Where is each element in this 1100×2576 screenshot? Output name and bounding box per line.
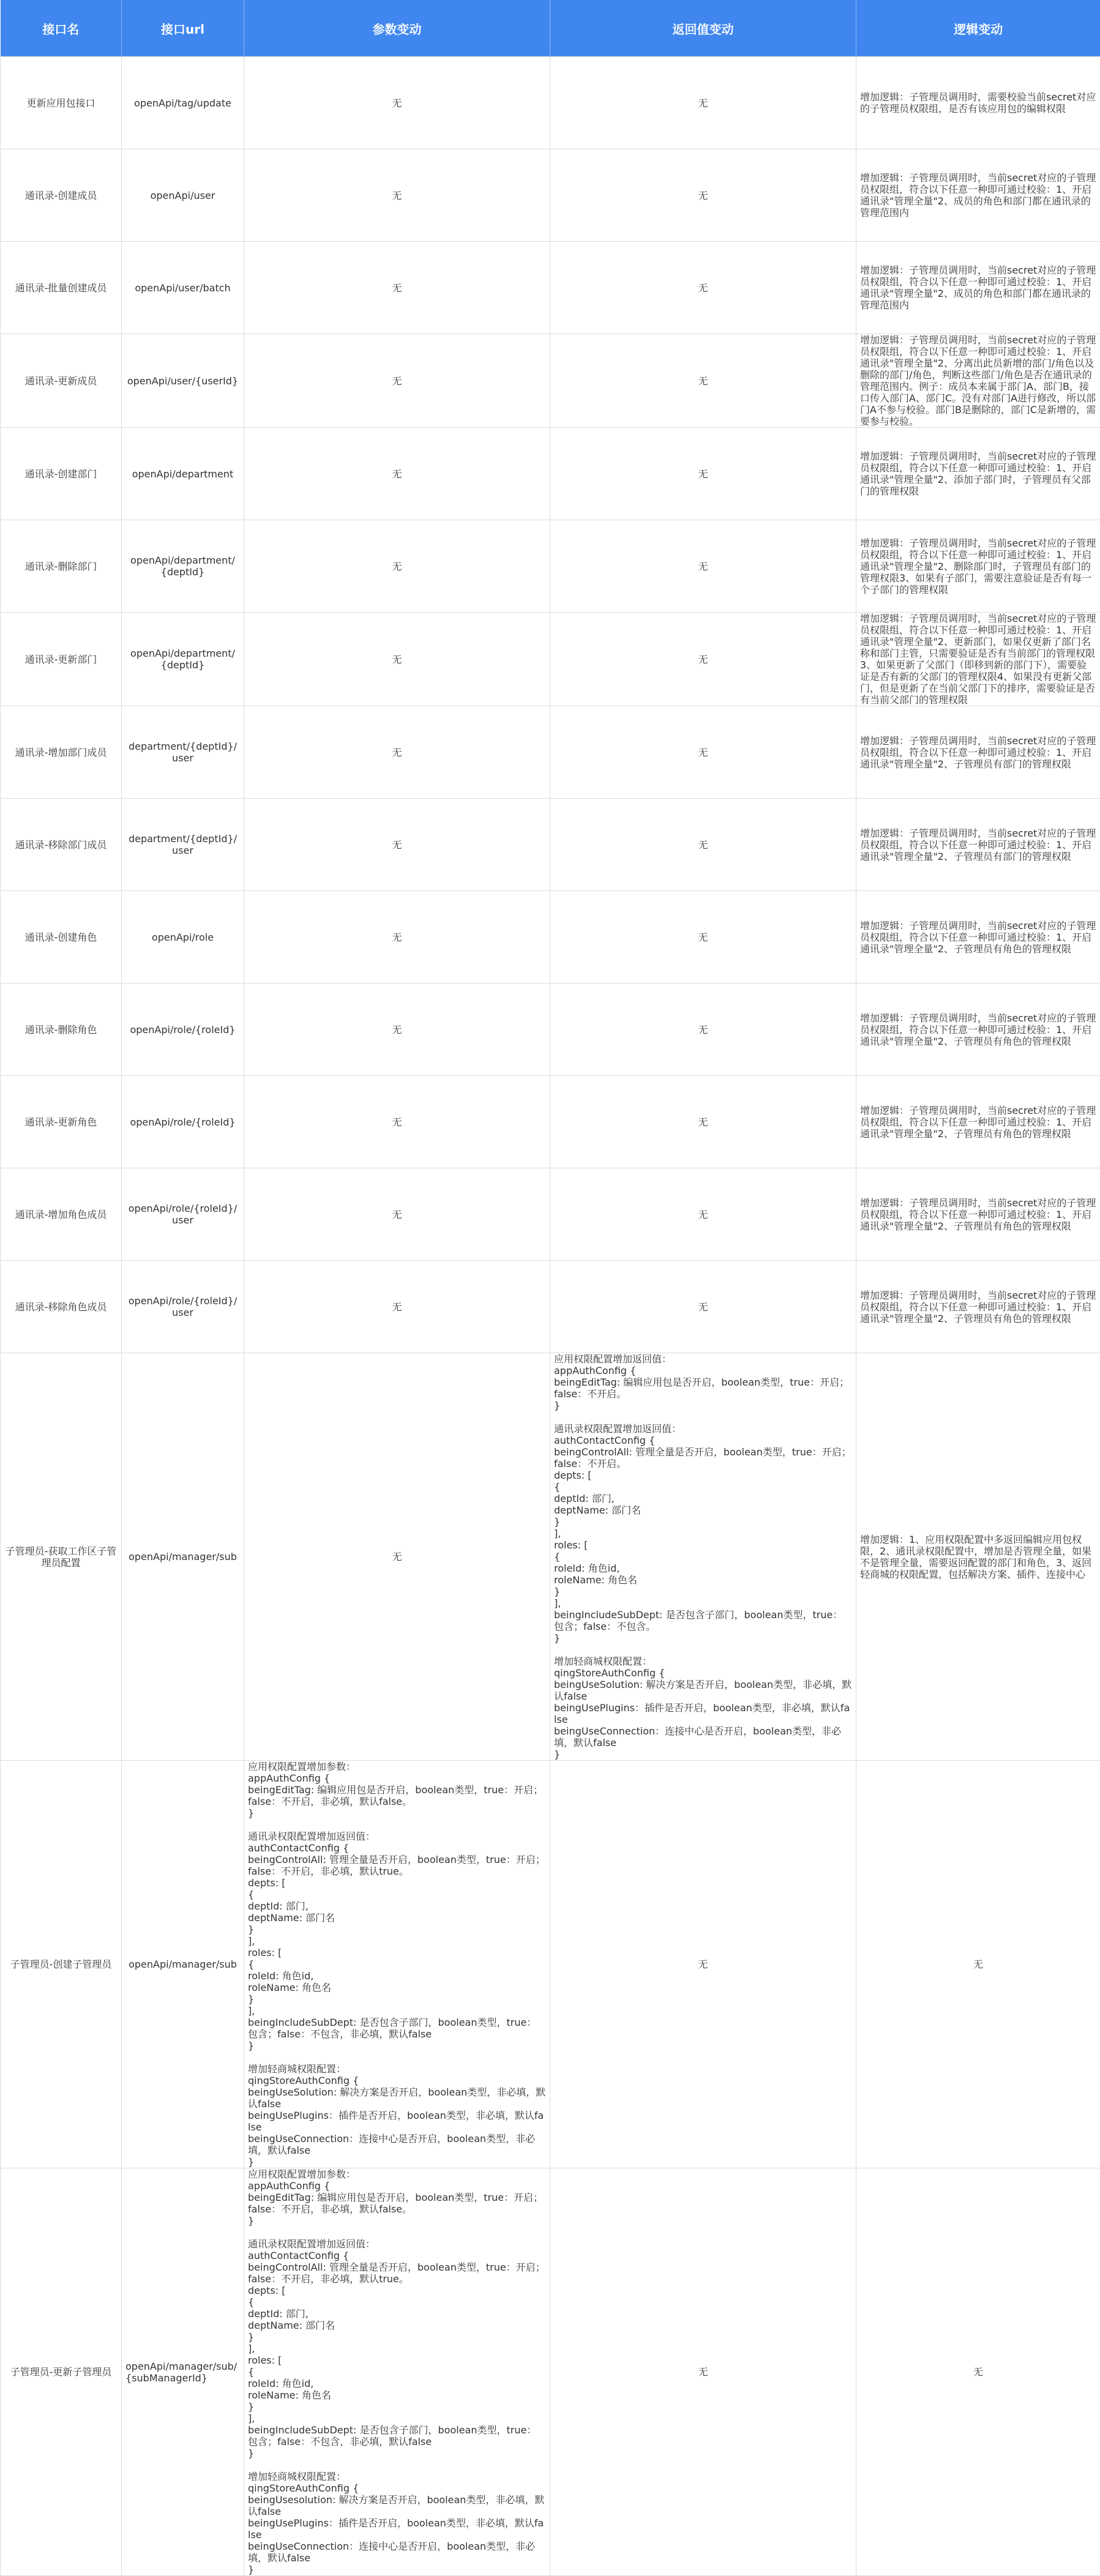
cell-logic-change: 增加逻辑：子管理员调用时，当前secret对应的子管理员权限组，符合以下任意一种即可通过校验：1、开启通讯录"管理全量"2、子管理员有角色的管理权限 xyxy=(856,891,1100,984)
table-row xyxy=(1,706,1100,799)
cell-return-change: 无 xyxy=(550,57,856,149)
cell-api-name: 子管理员-获取工作区子管理员配置 xyxy=(1,1353,122,1761)
cell-logic-change: 增加逻辑：子管理员调用时，当前secret对应的子管理员权限组，符合以下任意一种即可通过校验：1、开启通讯录"管理全量"2、更新部门，如果仅更新了部门名称和部门主管，只需要验证是否有当前部门的管理权限3、如果更新了父部门（即移到新的部门下），需要验证是否有新的父部门的管理权限4、如果没有更新父部门，但是更新了在当前父部门下的排序，需要验证是否有当前父部门的管理权限 xyxy=(856,613,1100,706)
cell-return-change: 无 xyxy=(550,1076,856,1168)
cell-param-change: 无 xyxy=(244,891,550,984)
cell-param-change: 应用权限配置增加参数： appAuthConfig { beingEditTag: 编辑应用包是否开启，boolean类型，true：开启；false：不开启，非必填，默认false。 } 通讯录权限配置增加返回值： authContactConfig { beingControlAll: 管理全量是否开启，boolean类型，true：开启；false：不开启，非必填，默认true。 depts: [ { deptId: 部门, deptName: 部门名 } ], roles: [ { roleId: 角色id, roleName: 角色名 } ], beingIncludeSubDept: 是否包含子部门，boolean类型，true：包含；false：不包含，非必填，默认false } 增加轻商城权限配置： qingStoreAuthConfig { beingUseSolution: 解决方案是否开启，boolean类型，非必填，默认false beingUsePlugins：插件是否开启，boolean类型，非必填，默认false beingUseConnection：连接中心是否开启，boolean类型，非必填，默认false } xyxy=(244,1761,550,2168)
cell-api-name: 通讯录-删除部门 xyxy=(1,520,122,613)
cell-api-name: 子管理员-创建子管理员 xyxy=(1,1761,122,2168)
cell-return-change: 无 xyxy=(550,984,856,1076)
cell-api-name: 通讯录-创建成员 xyxy=(1,149,122,242)
cell-return-change: 无 xyxy=(550,334,856,428)
cell-return-change: 无 xyxy=(550,428,856,520)
cell-return-change: 无 xyxy=(550,799,856,891)
cell-return-change: 无 xyxy=(550,1761,856,2168)
cell-param-change: 无 xyxy=(244,520,550,613)
cell-logic-change: 增加逻辑：1、应用权限配置中多返回编辑应用包权限，2、通讯录权限配置中，增加是否管理全量，如果不是管理全量，需要返回配置的部门和角色，3、返回轻商城的权限配置，包括解决方案、插件、连接中心 xyxy=(856,1353,1100,1761)
cell-logic-change: 增加逻辑：子管理员调用时，当前secret对应的子管理员权限组，符合以下任意一种即可通过校验：1、开启通讯录"管理全量"2、子管理员有角色的管理权限 xyxy=(856,1168,1100,1261)
cell-logic-change: 增加逻辑：子管理员调用时，当前secret对应的子管理员权限组，符合以下任意一种即可通过校验：1、开启通讯录"管理全量"2、子管理员有角色的管理权限 xyxy=(856,1076,1100,1168)
cell-param-change: 无 xyxy=(244,334,550,428)
cell-logic-change: 无 xyxy=(856,2168,1100,2576)
header-param-change: 参数变动 xyxy=(244,0,550,57)
cell-api-url: openApi/role xyxy=(122,891,244,984)
table-row xyxy=(1,799,1100,891)
header-return-change: 返回值变动 xyxy=(550,0,856,57)
cell-api-name: 通讯录-批量创建成员 xyxy=(1,242,122,334)
cell-param-change: 无 xyxy=(244,242,550,334)
cell-return-change: 无 xyxy=(550,149,856,242)
cell-return-change: 无 xyxy=(550,2168,856,2576)
cell-return-change: 无 xyxy=(550,1168,856,1261)
cell-return-change: 无 xyxy=(550,1261,856,1353)
cell-api-url: department/{deptId}/user xyxy=(122,799,244,891)
header-api-url: 接口url xyxy=(122,0,244,57)
table-row xyxy=(1,149,1100,242)
cell-api-name: 通讯录-更新角色 xyxy=(1,1076,122,1168)
cell-return-change: 无 xyxy=(550,520,856,613)
cell-logic-change: 无 xyxy=(856,1761,1100,2168)
header-logic-change: 逻辑变动 xyxy=(856,0,1100,57)
cell-logic-change: 增加逻辑：子管理员调用时，当前secret对应的子管理员权限组，符合以下任意一种即可通过校验：1、开启通讯录"管理全量"2、子管理员有部门的管理权限 xyxy=(856,706,1100,799)
cell-api-url: openApi/department xyxy=(122,428,244,520)
cell-api-url: openApi/user xyxy=(122,149,244,242)
cell-logic-change: 增加逻辑：子管理员调用时，当前secret对应的子管理员权限组，符合以下任意一种即可通过校验：1、开启通讯录"管理全量"2、添加子部门时，子管理员有父部门的管理权限 xyxy=(856,428,1100,520)
cell-api-url: openApi/tag/update xyxy=(122,57,244,149)
cell-return-change: 无 xyxy=(550,706,856,799)
cell-param-change: 无 xyxy=(244,428,550,520)
cell-api-name: 子管理员-更新子管理员 xyxy=(1,2168,122,2576)
cell-logic-change: 增加逻辑：子管理员调用时，当前secret对应的子管理员权限组，符合以下任意一种即可通过校验：1、开启通讯录"管理全量"2、子管理员有角色的管理权限 xyxy=(856,984,1100,1076)
cell-logic-change: 增加逻辑：子管理员调用时，当前secret对应的子管理员权限组，符合以下任意一种即可通过校验：1、开启通讯录"管理全量"2、子管理员有角色的管理权限 xyxy=(856,1261,1100,1353)
cell-api-name: 通讯录-更新成员 xyxy=(1,334,122,428)
cell-param-change: 无 xyxy=(244,1076,550,1168)
cell-param-change: 无 xyxy=(244,57,550,149)
cell-param-change: 无 xyxy=(244,1353,550,1761)
table-row xyxy=(1,613,1100,706)
cell-api-url: department/{deptId}/user xyxy=(122,706,244,799)
cell-return-change: 无 xyxy=(550,613,856,706)
cell-logic-change: 增加逻辑：子管理员调用时，当前secret对应的子管理员权限组，符合以下任意一种即可通过校验：1、开启通讯录"管理全量"2、分离出此员新增的部门/角色以及删除的部门/角色，判断这些部门/角色是否在通讯录的管理范围内。例子：成员本来属于部门A、部门B，接口传入部门A、部门C。没有对部门A进行修改，所以部门A不参与校验。部门B是删除的，部门C是新增的，需要参与校验。 xyxy=(856,334,1100,428)
table-row xyxy=(1,2168,1100,2576)
cell-api-name: 更新应用包接口 xyxy=(1,57,122,149)
cell-api-url: openApi/manager/sub/{subManagerId} xyxy=(122,2168,244,2576)
table-row xyxy=(1,334,1100,428)
table-row xyxy=(1,242,1100,334)
cell-return-change: 无 xyxy=(550,891,856,984)
cell-api-url: openApi/manager/sub xyxy=(122,1761,244,2168)
table-row xyxy=(1,984,1100,1076)
cell-logic-change: 增加逻辑：子管理员调用时，需要校验当前secret对应的子管理员权限组，是否有该应用包的编辑权限 xyxy=(856,57,1100,149)
cell-api-url: openApi/department/{deptId} xyxy=(122,520,244,613)
cell-param-change: 无 xyxy=(244,706,550,799)
table-row xyxy=(1,57,1100,149)
table-row xyxy=(1,1261,1100,1353)
cell-api-name: 通讯录-创建角色 xyxy=(1,891,122,984)
cell-api-url: openApi/role/{roleId}/user xyxy=(122,1168,244,1261)
cell-return-change: 应用权限配置增加返回值： appAuthConfig { beingEditTag: 编辑应用包是否开启，boolean类型，true：开启；false：不开启。 } 通讯录权限配置增加返回值： authContactConfig { beingControlAll: 管理全量是否开启，boolean类型，true：开启；false：不开启。 depts: [ { deptId: 部门, deptName: 部门名 } ], roles: [ { roleId: 角色id, roleName: 角色名 } ], beingIncludeSubDept: 是否包含子部门，boolean类型，true：包含；false：不包含。 } 增加轻商城权限配置： qingStoreAuthConfig { beingUseSolution: 解决方案是否开启，boolean类型，非必填，默认false beingUsePlugins：插件是否开启，boolean类型，非必填，默认false beingUseConnection：连接中心是否开启，boolean类型，非必填，默认false } xyxy=(550,1353,856,1761)
cell-api-name: 通讯录-增加部门成员 xyxy=(1,706,122,799)
table-row xyxy=(1,1353,1100,1761)
cell-api-url: openApi/department/{deptId} xyxy=(122,613,244,706)
cell-param-change: 无 xyxy=(244,984,550,1076)
header-row xyxy=(1,0,1100,57)
cell-api-name: 通讯录-删除角色 xyxy=(1,984,122,1076)
cell-logic-change: 增加逻辑：子管理员调用时，当前secret对应的子管理员权限组，符合以下任意一种即可通过校验：1、开启通讯录"管理全量"2、成员的角色和部门都在通讯录的管理范围内 xyxy=(856,149,1100,242)
cell-api-name: 通讯录-创建部门 xyxy=(1,428,122,520)
cell-api-url: openApi/role/{roleId}/user xyxy=(122,1261,244,1353)
table-row xyxy=(1,1761,1100,2168)
cell-param-change: 无 xyxy=(244,149,550,242)
table-row xyxy=(1,1076,1100,1168)
cell-api-url: openApi/user/batch xyxy=(122,242,244,334)
cell-logic-change: 增加逻辑：子管理员调用时，当前secret对应的子管理员权限组，符合以下任意一种即可通过校验：1、开启通讯录"管理全量"2、成员的角色和部门都在通讯录的管理范围内 xyxy=(856,242,1100,334)
cell-api-name: 通讯录-移除部门成员 xyxy=(1,799,122,891)
cell-api-url: openApi/role/{roleId} xyxy=(122,1076,244,1168)
cell-param-change: 无 xyxy=(244,1168,550,1261)
cell-api-url: openApi/manager/sub xyxy=(122,1353,244,1761)
cell-api-name: 通讯录-移除角色成员 xyxy=(1,1261,122,1353)
cell-api-url: openApi/user/{userId} xyxy=(122,334,244,428)
table-row xyxy=(1,520,1100,613)
cell-return-change: 无 xyxy=(550,242,856,334)
cell-api-name: 通讯录-增加角色成员 xyxy=(1,1168,122,1261)
cell-logic-change: 增加逻辑：子管理员调用时，当前secret对应的子管理员权限组，符合以下任意一种即可通过校验：1、开启通讯录"管理全量"2、子管理员有部门的管理权限 xyxy=(856,799,1100,891)
table-row xyxy=(1,1168,1100,1261)
cell-api-name: 通讯录-更新部门 xyxy=(1,613,122,706)
table-row xyxy=(1,428,1100,520)
cell-param-change: 应用权限配置增加参数： appAuthConfig { beingEditTag: 编辑应用包是否开启，boolean类型，true：开启；false：不开启，非必填，默认false。 } 通讯录权限配置增加返回值： authContactConfig { beingControlAll: 管理全量是否开启，boolean类型，true：开启；false：不开启，非必填，默认true。 depts: [ { deptId: 部门, deptName: 部门名 } ], roles: [ { roleId: 角色id, roleName: 角色名 } ], beingIncludeSubDept: 是否包含子部门，boolean类型，true：包含；false：不包含，非必填，默认false } 增加轻商城权限配置： qingStoreAuthConfig { beingUsesolution: 解决方案是否开启，boolean类型，非必填，默认false beingUsePlugins：插件是否开启，boolean类型，非必填，默认false beingUseConnection：连接中心是否开启，boolean类型，非必填，默认false } xyxy=(244,2168,550,2576)
cell-param-change: 无 xyxy=(244,799,550,891)
header-api-name: 接口名 xyxy=(1,0,122,57)
cell-logic-change: 增加逻辑：子管理员调用时，当前secret对应的子管理员权限组，符合以下任意一种即可通过校验：1、开启通讯录"管理全量"2、删除部门时，子管理员有部门的管理权限3、如果有子部门，需要注意验证是否有每一个子部门的管理权限 xyxy=(856,520,1100,613)
cell-api-url: openApi/role/{roleId} xyxy=(122,984,244,1076)
cell-param-change: 无 xyxy=(244,613,550,706)
table-row xyxy=(1,891,1100,984)
cell-param-change: 无 xyxy=(244,1261,550,1353)
